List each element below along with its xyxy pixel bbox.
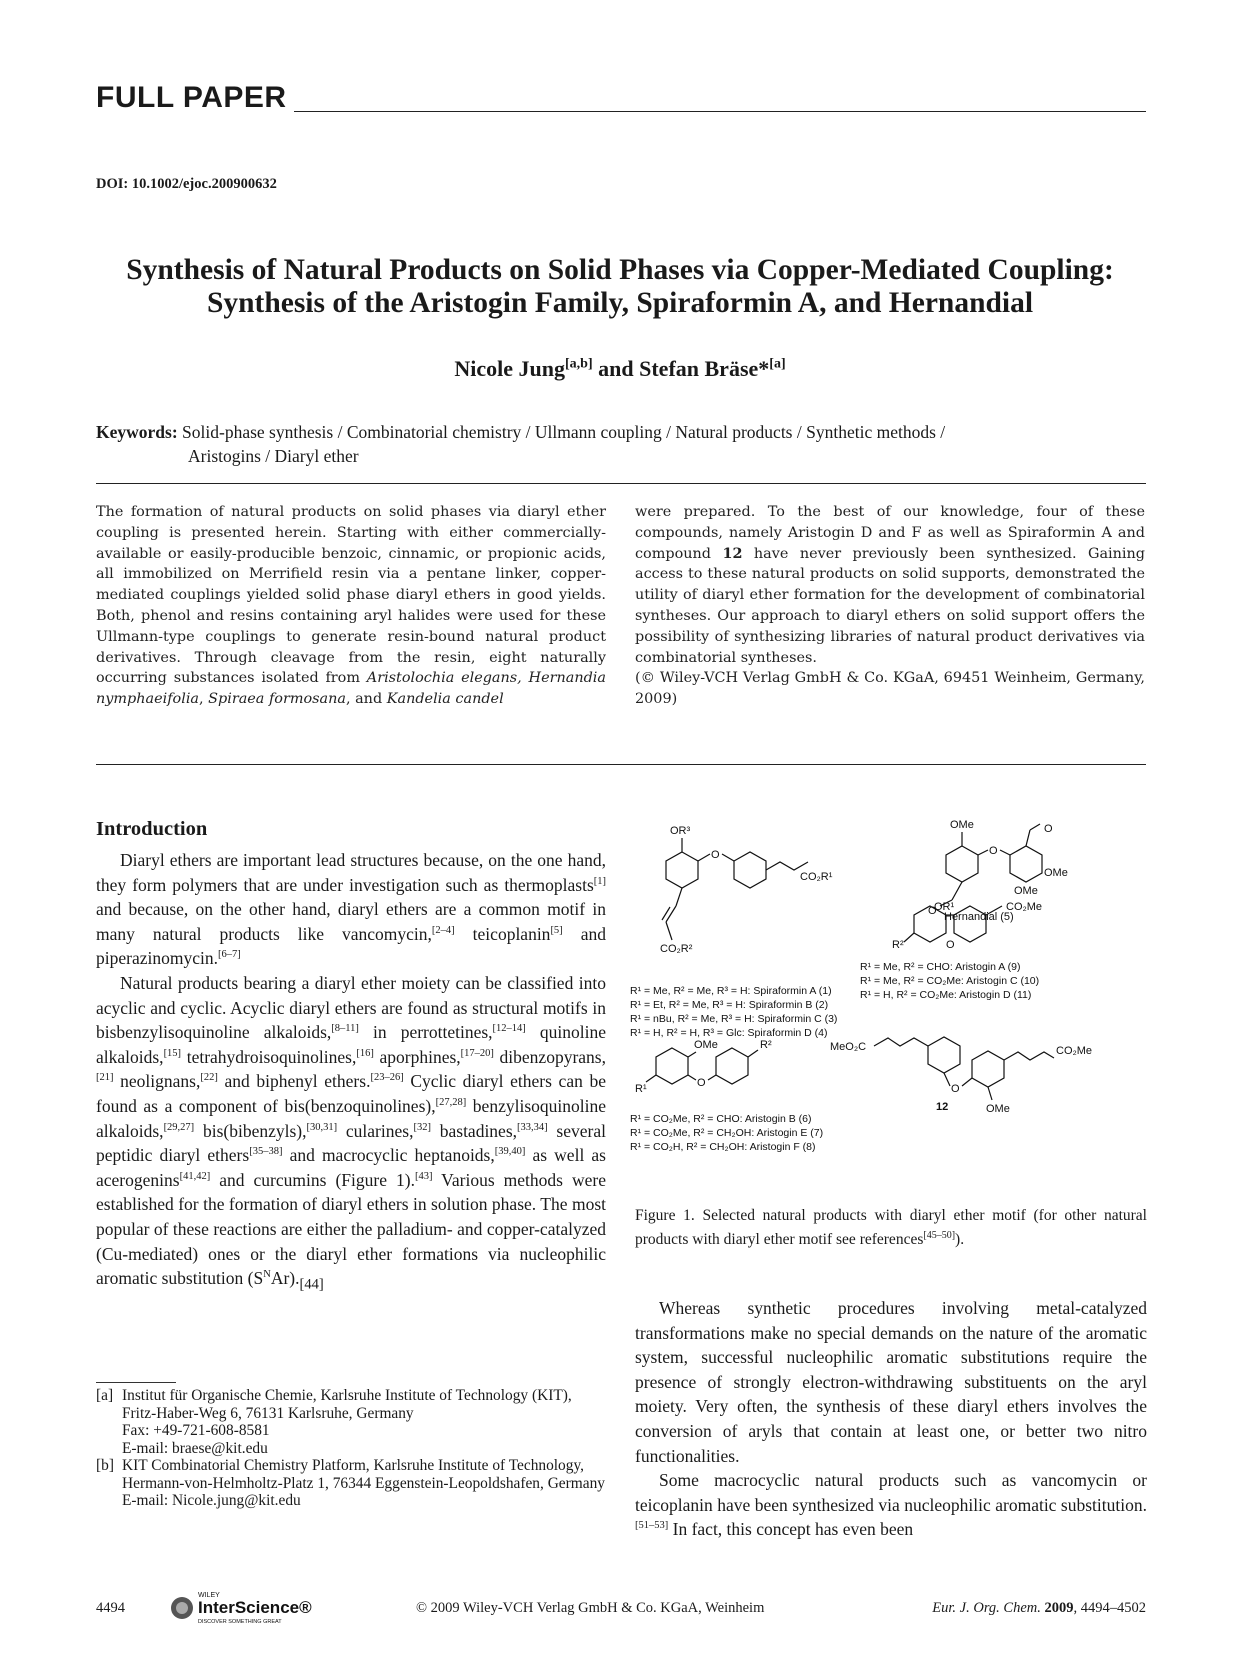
benzene-ring — [666, 852, 698, 888]
bond — [688, 1075, 696, 1080]
intro-p2-text: benzylisoquinoline alkaloids, — [96, 1095, 606, 1141]
intro-p2-text: Natural products bearing a diaryl ether moiety can be classified into acyclic and cyclic. Acyclic diaryl ethers are found as structural motifs in bisbenzylisoquinoline alkaloids, — [96, 972, 606, 1043]
label-co2r2: CO₂R² — [660, 943, 693, 955]
citation: [39,40] — [494, 1146, 526, 1158]
footnote-body — [122, 1457, 606, 1510]
section-label: FULL PAPER — [96, 81, 287, 114]
label-ome: OMe — [1044, 867, 1068, 879]
footnote-line: Fritz-Haber-Weg 6, 76131 Karlsruhe, Germany — [122, 1404, 414, 1422]
label-aldehyde-o: O — [1044, 823, 1053, 835]
organism-1: Aristolochia elegans, Hernandia nymphaeifolia — [96, 670, 606, 708]
benzene-ring — [656, 1048, 688, 1084]
journal-pages: , 4494–4502 — [1073, 1600, 1146, 1616]
page-footer — [96, 1588, 1146, 1628]
logo-tagline: DISCOVER SOMETHING GREAT — [198, 1619, 282, 1625]
keywords-line-1: Solid-phase synthesis / Combinatorial chemistry / Ullmann coupling / Natural products / Synthetic methods / — [177, 422, 946, 442]
label-or1: OR¹ — [934, 901, 955, 913]
label-aldehyde-o: O — [928, 905, 937, 917]
compound-12-number: 12 — [936, 1101, 949, 1113]
footnote-b — [96, 1457, 606, 1510]
footnote-email[interactable]: E-mail: Nicole.jung@kit.edu — [122, 1492, 301, 1509]
citation: [29,27] — [163, 1121, 195, 1133]
figure-1 — [630, 810, 1150, 1200]
benzene-ring — [1010, 846, 1042, 882]
interscience-logo[interactable] — [168, 1588, 338, 1626]
abstract-text-1: The formation of natural products on solid phases via diaryl ether coupling is presented herein. Starting with either commercially-available or easily-producible benzoic, cinnamic, or propionic acids, all immobilized on Merrifield resin via a pentane linker, copper-mediated couplings yielded solid phase diaryl ethers in good yields. Both, phenol and resins containing aryl halides were used for these Ullmann-type couplings to generate resin-bound natural product derivatives. Through cleavage from the resin, eight naturally occurring substances isolated from — [96, 504, 606, 687]
benzene-ring — [928, 1037, 960, 1073]
intro-p2-text: and biphenyl ethers. — [217, 1071, 371, 1092]
label-co2me: CO₂Me — [1006, 901, 1043, 913]
citation: [16] — [356, 1047, 374, 1059]
benzene-ring — [716, 1048, 748, 1084]
affiliation-footnotes — [96, 1387, 606, 1510]
bond — [988, 1087, 992, 1100]
keywords — [96, 420, 1146, 468]
label-meo2c: MeO₂C — [830, 1041, 867, 1053]
label-ome: OMe — [986, 1103, 1010, 1115]
logo-wordmark: InterScience® — [198, 1598, 312, 1617]
intro-p2-text: quinoline alkaloids, — [96, 1022, 607, 1067]
benzene-ring — [972, 1051, 1004, 1087]
journal-citation — [932, 1600, 1146, 1617]
bond — [962, 1078, 972, 1086]
footer-copyright: © 2009 Wiley-VCH Verlag GmbH & Co. KGaA, Weinheim — [416, 1600, 765, 1616]
label-co2r1: CO₂R¹ — [800, 871, 833, 883]
label-r2: R² — [760, 1039, 772, 1051]
spiraformin-legend-line: R¹ = Me, R² = Me, R³ = H: Spiraformin A (1) — [630, 985, 832, 997]
bond — [1026, 830, 1030, 846]
right-column-body — [635, 1296, 1147, 1542]
journal-year: 2009 — [1044, 1600, 1074, 1616]
body-text: In fact, this concept has even been — [668, 1519, 914, 1540]
bond — [748, 1050, 758, 1057]
citation: [32] — [413, 1121, 431, 1133]
abstract-sep-1: , — [199, 691, 209, 708]
citation: [43] — [414, 1170, 433, 1182]
figure-caption — [635, 1206, 1147, 1250]
citation: [45–50] — [923, 1230, 956, 1241]
abstract-top-rule — [96, 483, 1146, 484]
intro-p2-text: bis(bibenzyls), — [194, 1120, 307, 1141]
bond — [978, 850, 988, 855]
citation: [15] — [163, 1047, 182, 1059]
keywords-line-2: Aristogins / Diaryl ether — [188, 446, 359, 466]
label-ome: OMe — [950, 819, 974, 831]
benzene-ring — [946, 846, 978, 882]
intro-p2-text: bastadines, — [430, 1120, 518, 1141]
label-r1: R¹ — [635, 1083, 647, 1095]
compound-12-structure — [874, 1037, 1054, 1100]
chain — [1004, 1052, 1054, 1060]
organism-2: Spiraea formosana — [208, 691, 346, 708]
aristogin-b-legend-line: R¹ = CO₂Me, R² = CH₂OH: Aristogin E (7) — [630, 1127, 824, 1139]
citation: [1] — [593, 875, 606, 887]
organism-3: Kandelia candel — [386, 691, 504, 708]
abstract-right — [635, 502, 1145, 710]
caption-end: ). — [955, 1231, 965, 1249]
label-ome: OMe — [1014, 885, 1038, 897]
footnote-email[interactable]: E-mail: braese@kit.edu — [122, 1439, 268, 1457]
caption-text: Figure 1. Selected natural products with diaryl ether motif (for other natural products with diaryl ether motif see references — [635, 1207, 1147, 1249]
intro-p2-text: and macrocyclic heptanoids, — [282, 1145, 495, 1166]
abstract-left — [96, 502, 606, 710]
bond — [904, 933, 914, 942]
intro-p2-text: several peptidic diaryl ethers — [96, 1120, 606, 1166]
author-conjunction: and — [592, 356, 640, 381]
bond — [708, 1075, 716, 1080]
label-ring-o: O — [946, 939, 955, 951]
intro-p2-text: Various methods were established for the formation of diaryl ethers in solution phase. The most popular of these reactions are either the palladium- and copper-catalyzed (Cu-mediated) ones or the diaryl ether formations via nucleophilic aromatic substitution (S — [96, 1169, 607, 1289]
intro-paragraph-2 — [96, 971, 606, 1297]
aristogin-a-legend-line: R¹ = Me, R² = CO₂Me: Aristogin C (10) — [860, 975, 1040, 987]
aristogin-a-legend-line: R¹ = Me, R² = CHO: Aristogin A (9) — [860, 961, 1021, 973]
bond — [1000, 850, 1010, 855]
author-1: Nicole Jung — [454, 356, 566, 381]
footnote-line: KIT Combinatorial Chemistry Platform, Karlsruhe Institute of Technology, — [122, 1457, 584, 1474]
citation: [27,28] — [435, 1097, 467, 1109]
doi: DOI: 10.1002/ejoc.200900632 — [96, 176, 277, 192]
page-number: 4494 — [96, 1600, 125, 1616]
bond — [952, 882, 962, 900]
keywords-label: Keywords: — [96, 422, 178, 442]
header-rule — [294, 111, 1146, 112]
citation: [5] — [550, 924, 563, 936]
citation: [22] — [200, 1072, 218, 1084]
citation: [30,31] — [306, 1121, 338, 1133]
hernandial-name: Hernandial (5) — [944, 911, 1014, 923]
label-r2: R² — [892, 939, 904, 951]
intro-paragraph-1 — [96, 848, 606, 971]
bond — [676, 888, 682, 906]
footnote-rule — [96, 1382, 176, 1383]
intro-p1-text: and piperazinomycin. — [96, 923, 606, 969]
journal-name: Eur. J. Org. Chem. — [932, 1600, 1041, 1616]
intro-p2-text: Cyclic diaryl ethers can be found as a component of bis(benzoquinolines), — [96, 1071, 607, 1116]
intro-p2-text: cularines, — [337, 1120, 414, 1141]
introduction-body — [96, 848, 606, 1297]
bond — [698, 854, 710, 861]
bond — [666, 906, 676, 922]
footnote-mark: [a] — [96, 1387, 114, 1404]
logo-wiley: WILEY — [198, 1592, 220, 1599]
body-paragraph — [635, 1468, 1147, 1542]
footnote-mark: [b] — [96, 1457, 114, 1474]
citation: [23–26] — [370, 1072, 404, 1084]
subscript-n: [44] — [299, 1276, 324, 1293]
label-ether-o: O — [697, 1077, 706, 1089]
abstract-bottom-rule — [96, 764, 1146, 765]
citation: [21] — [96, 1072, 114, 1084]
footnote-body — [122, 1387, 606, 1457]
label-or3: OR³ — [670, 825, 691, 837]
intro-p2-text: Ar). — [270, 1268, 300, 1289]
footnote-line: Hermann-von-Helmholtz-Platz 1, 76344 Eggenstein-Leopoldshafen, Germany — [122, 1474, 605, 1492]
citation: [17–20] — [460, 1047, 494, 1059]
spiraformin-legend-line: R¹ = nBu, R² = Me, R³ = H: Spiraformin C (3) — [630, 1013, 838, 1025]
body-paragraph: Whereas synthetic procedures involving metal-catalyzed transformations make no special demands on the nature of the aromatic system, successful nucleophilic aromatic substitutions require the presence of strongly electron-withdrawing substituents on the aryl moiety. Very often, the synthesis of these diaryl ethers involves the conversion of aryls that contain at least one, or better two nitro functionalities. — [635, 1298, 1147, 1466]
label-co2me: CO₂Me — [1056, 1045, 1093, 1057]
chain — [766, 862, 808, 870]
intro-p1-text: Diaryl ethers are important lead structures because, on the one hand, they form polymers that are under investigation such as thermoplasts — [96, 850, 606, 895]
compound-number: 12 — [722, 544, 743, 562]
author-2-affiliation: [a] — [769, 356, 786, 372]
citation: [2–4] — [431, 924, 455, 936]
label-ome: OMe — [694, 1039, 718, 1051]
footnote-a — [96, 1387, 606, 1457]
bond — [666, 922, 672, 940]
intro-p2-text: tetrahydroisoquinolines, — [181, 1046, 357, 1067]
footnote-line: Fax: +49-721-608-8581 — [122, 1422, 270, 1439]
bond — [1030, 824, 1040, 830]
intro-p1-text: and because, on the other hand, diaryl ethers are a common motif in many natural products like vancomycin, — [96, 899, 606, 944]
intro-p2-text: aporphines, — [373, 1046, 461, 1067]
intro-p2-text: and curcumins (Figure 1). — [210, 1169, 415, 1190]
label-ether-o: O — [951, 1083, 960, 1095]
abstract-sep-2: , and — [345, 691, 387, 708]
abstract-text-2: were prepared. To the best of our knowledge, four of these compounds, namely Aristogin D and F as well as Spiraformin A and compound — [635, 504, 1145, 562]
citation: [6–7] — [217, 949, 241, 961]
bond — [688, 1052, 696, 1057]
citation: [33,34] — [517, 1121, 548, 1133]
chain — [874, 1038, 928, 1046]
body-text: Some macrocyclic natural products such as vancomycin or teicoplanin have been synthesized via nucleophilic aromatic substitution. — [635, 1470, 1147, 1515]
bond — [722, 854, 734, 861]
bond — [944, 1073, 950, 1086]
benzene-ring — [734, 852, 766, 888]
abstract-text-3: have never previously been synthesized. Gaining access to these natural products on solid supports, demonstrated the utility of diaryl ether formation for the development of combinatorial syntheses. Our approach to diaryl ethers on solid support offers the possibility of synthesizing libraries of natural product derivatives via combinatorial syntheses. — [635, 545, 1146, 666]
bond — [646, 1075, 656, 1082]
intro-p2-text: neolignans, — [113, 1071, 201, 1092]
intro-p1-text: teicoplanin — [454, 923, 551, 944]
section-heading-introduction: Introduction — [96, 818, 208, 840]
spiraformin-legend-line: R¹ = Et, R² = Me, R³ = H: Spiraformin B (2) — [630, 999, 829, 1011]
abstract-copyright: (© Wiley-VCH Verlag GmbH & Co. KGaA, 69451 Weinheim, Germany, 2009) — [635, 670, 1145, 708]
label-ether-o: O — [711, 849, 720, 861]
citation: [51–53] — [635, 1520, 669, 1532]
spiraformin-legend-line: R¹ = H, R² = H, R³ = Glc: Spiraformin D (4) — [630, 1027, 828, 1039]
citation: [35–38] — [249, 1146, 283, 1158]
logo-globe-highlight — [176, 1602, 188, 1614]
citation: N — [263, 1269, 271, 1281]
article-title — [90, 254, 1150, 320]
intro-p2-text: in perrottetines, — [358, 1022, 493, 1043]
running-header — [96, 80, 1146, 116]
author-list — [90, 356, 1150, 382]
aristogin-b-legend-line: R¹ = CO₂Me, R² = CHO: Aristogin B (6) — [630, 1113, 812, 1125]
chemical-structures — [630, 810, 1150, 1200]
title-line-1: Synthesis of Natural Products on Solid Phases via Copper-Mediated Coupling: — [126, 254, 1114, 286]
citation: [8–11] — [331, 1023, 359, 1035]
citation: [41,42] — [179, 1170, 211, 1182]
intro-p2-text: dibenzopyrans, — [493, 1046, 606, 1067]
title-line-2: Synthesis of the Aristogin Family, Spiraformin A, and Hernandial — [206, 287, 1034, 319]
footnote-line: Institut für Organische Chemie, Karlsruhe Institute of Technology (KIT), — [122, 1387, 572, 1404]
intro-p2-text: as well as acerogenins — [96, 1145, 606, 1190]
spiraformin-structure — [662, 838, 808, 940]
label-ether-o: O — [989, 845, 998, 857]
aristogin-b-legend-line: R¹ = CO₂H, R² = CH₂OH: Aristogin F (8) — [630, 1141, 816, 1153]
author-1-affiliation: [a,b] — [565, 356, 593, 372]
author-2: Stefan Bräse* — [639, 356, 770, 381]
aristogin-a-legend-line: R¹ = H, R² = CO₂Me: Aristogin D (11) — [860, 989, 1032, 1001]
citation: [12–14] — [492, 1023, 526, 1035]
